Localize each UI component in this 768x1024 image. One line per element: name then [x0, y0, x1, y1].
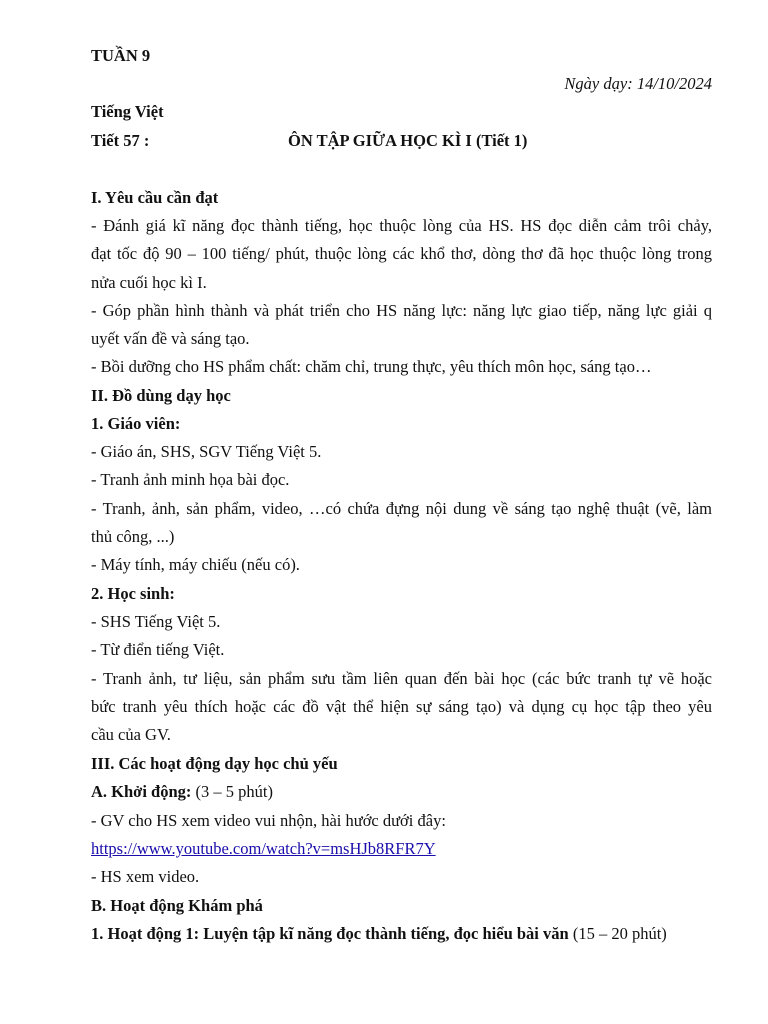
teacher-heading: 1. Giáo viên:	[91, 414, 181, 433]
section-heading-materials: II. Đồ dùng dạy học	[91, 386, 231, 405]
list-item: - Tranh ảnh, tư liệu, sản phẩm sưu tầm liên quan đến bài học (các bức tranh tự vẽ hoặc	[91, 669, 712, 688]
subject-label: Tiếng Việt	[91, 102, 164, 121]
activity1-label: 1. Hoạt động 1: Luyện tập kĩ năng đọc thành tiếng, đọc hiểu bài văn	[91, 924, 569, 943]
list-item: - Tranh ảnh minh họa bài đọc.	[91, 470, 290, 489]
paragraph-line: uyết vấn đề và sáng tạo.	[91, 329, 250, 348]
paragraph-line: - Góp phần hình thành và phát triển cho HS năng lực: năng lực giao tiếp, năng lực giải q	[91, 301, 712, 320]
video-link-line	[91, 839, 712, 859]
section-heading-activities: III. Các hoạt động dạy học chủ yếu	[91, 754, 338, 773]
list-item: - SHS Tiếng Việt 5.	[91, 612, 221, 631]
warmup-heading	[91, 782, 712, 802]
activity1-heading	[91, 924, 712, 944]
warmup-label: A. Khởi động:	[91, 782, 192, 801]
list-item: - Tranh, ảnh, sản phẩm, video, …có chứa đựng nội dung về sáng tạo nghệ thuật (vẽ, làm	[91, 499, 712, 518]
warmup-time: (3 – 5 phút)	[191, 782, 273, 801]
list-item: - Từ điển tiếng Việt.	[91, 640, 225, 659]
list-item: - Giáo án, SHS, SGV Tiếng Việt 5.	[91, 442, 322, 461]
list-item: bức tranh yêu thích hoặc các đồ vật thể hiện sự sáng tạo) và dụng cụ học tập theo yêu	[91, 697, 712, 716]
youtube-video-link[interactable]: https://www.youtube.com/watch?v=msHJb8RFR7Y	[91, 839, 436, 858]
section-heading-requirements: I. Yêu cầu cần đạt	[91, 188, 219, 207]
paragraph-line: đạt tốc độ 90 – 100 tiếng/ phút, thuộc lòng các khổ thơ, dòng thơ đã học thuộc lòng trong	[91, 244, 712, 263]
list-item: - HS xem video.	[91, 867, 200, 886]
lesson-number: Tiết 57 :	[91, 131, 150, 150]
list-item: - GV cho HS xem video vui nhộn, hài hước dưới đây:	[91, 811, 446, 830]
list-item: cầu của GV.	[91, 725, 171, 744]
paragraph-line: nửa cuối học kì I.	[91, 273, 207, 292]
paragraph-line: - Bồi dưỡng cho HS phẩm chất: chăm chỉ, trung thực, yêu thích môn học, sáng tạo…	[91, 357, 652, 376]
teaching-date: Ngày dạy: 14/10/2024	[564, 74, 712, 93]
student-heading: 2. Học sinh:	[91, 584, 175, 603]
paragraph-line: - Đánh giá kĩ năng đọc thành tiếng, học thuộc lòng của HS. HS đọc diễn cảm trôi chảy,	[91, 216, 712, 235]
list-item: thủ công, ...)	[91, 527, 175, 546]
lesson-header	[91, 131, 712, 151]
activity1-time: (15 – 20 phút)	[568, 924, 667, 943]
lesson-title: ÔN TẬP GIỮA HỌC KÌ I (Tiết 1)	[288, 131, 528, 150]
list-item: - Máy tính, máy chiếu (nếu có).	[91, 555, 300, 574]
explore-heading: B. Hoạt động Khám phá	[91, 896, 263, 915]
week-label: TUẦN 9	[91, 46, 151, 65]
